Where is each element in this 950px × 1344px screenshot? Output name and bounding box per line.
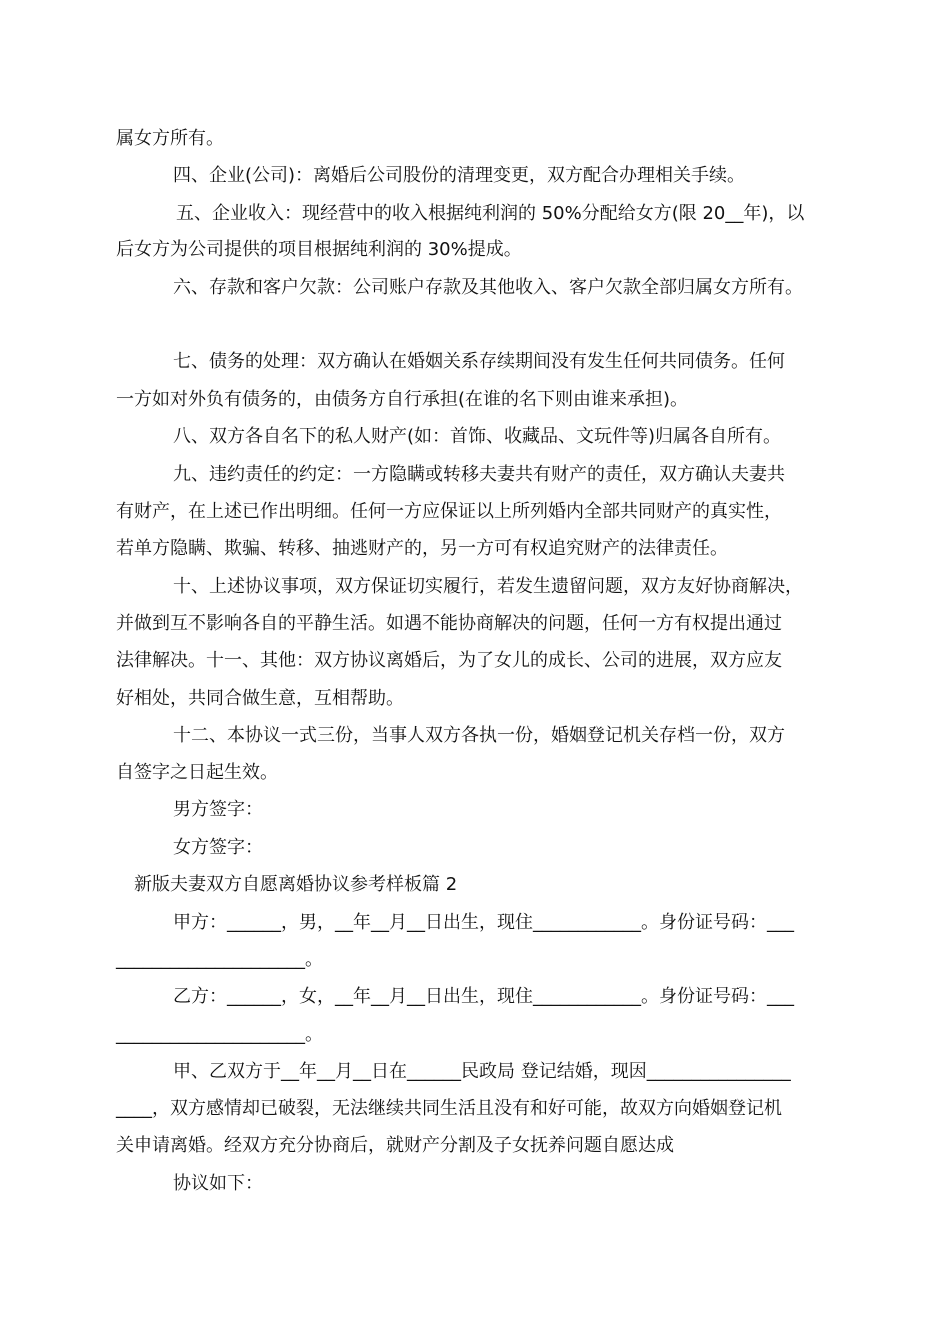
text-line: 属女方所有。 <box>116 128 224 149</box>
text-line: 协议如下： <box>173 1173 263 1194</box>
text-line: 自签字之日起生效。 <box>116 762 278 783</box>
section-heading: 新版夫妻双方自愿离婚协议参考样板篇 2 <box>134 874 458 895</box>
text-line: 并做到互不影响各自的平静生活。如遇不能协商解决的问题，任何一方有权提出通过 <box>116 613 782 634</box>
text-line: 六、存款和客户欠款：公司账户存款及其他收入、客户欠款全部归属女方所有。 <box>173 277 803 298</box>
text-line: 甲、乙双方于__年__月__日在______民政局 登记结婚，现因________________ <box>173 1061 791 1082</box>
female-signature-label: 女方签字： <box>173 837 263 858</box>
male-signature-label: 男方签字： <box>173 799 263 820</box>
party-a-line: 甲方：______，男，__年__月__日出生，现住____________。身份证号码：___ <box>173 912 794 933</box>
text-line: 十、上述协议事项，双方保证切实履行，若发生遗留问题，双方友好协商解决， <box>173 576 803 597</box>
text-line: 关申请离婚。经双方充分协商后，就财产分割及子女抚养问题自愿达成 <box>116 1135 674 1156</box>
party-b-line: 乙方：______，女，__年__月__日出生，现住____________。身份证号码：___ <box>173 986 794 1007</box>
text-line: ____，双方感情却已破裂，无法继续共同生活且没有和好可能，故双方向婚姻登记机 <box>116 1098 782 1119</box>
text-line: 后女方为公司提供的项目根据纯利润的 30%提成。 <box>116 239 522 260</box>
text-line: 九、违约责任的约定：一方隐瞒或转移夫妻共有财产的责任，双方确认夫妻共 <box>173 464 785 485</box>
text-line: 一方如对外负有债务的，由债务方自行承担(在谁的名下则由谁来承担)。 <box>116 389 689 410</box>
text-line: 四、企业(公司)：离婚后公司股份的清理变更，双方配合办理相关手续。 <box>173 165 746 186</box>
text-line: 法律解决。十一、其他：双方协议离婚后，为了女儿的成长、公司的进展，双方应友 <box>116 650 782 671</box>
text-line: 有财产，在上述已作出明细。任何一方应保证以上所列婚内全部共同财产的真实性， <box>116 501 782 522</box>
text-line: 好相处，共同合做生意，互相帮助。 <box>116 688 404 709</box>
text-line: 十二、本协议一式三份，当事人双方各执一份，婚姻登记机关存档一份，双方 <box>173 725 785 746</box>
party-a-id-line: _____________________。 <box>116 949 323 970</box>
party-b-id-line: _____________________。 <box>116 1024 323 1045</box>
text-line: 七、债务的处理：双方确认在婚姻关系存续期间没有发生任何共同债务。任何 <box>173 351 785 372</box>
text-line: 八、双方各自名下的私人财产(如：首饰、收藏品、文玩件等)归属各自所有。 <box>173 426 782 447</box>
text-line: 五、企业收入：现经营中的收入根据纯利润的 50%分配给女方(限 20__年)，以 <box>176 203 805 224</box>
text-line: 若单方隐瞒、欺骗、转移、抽逃财产的，另一方可有权追究财产的法律责任。 <box>116 538 728 559</box>
